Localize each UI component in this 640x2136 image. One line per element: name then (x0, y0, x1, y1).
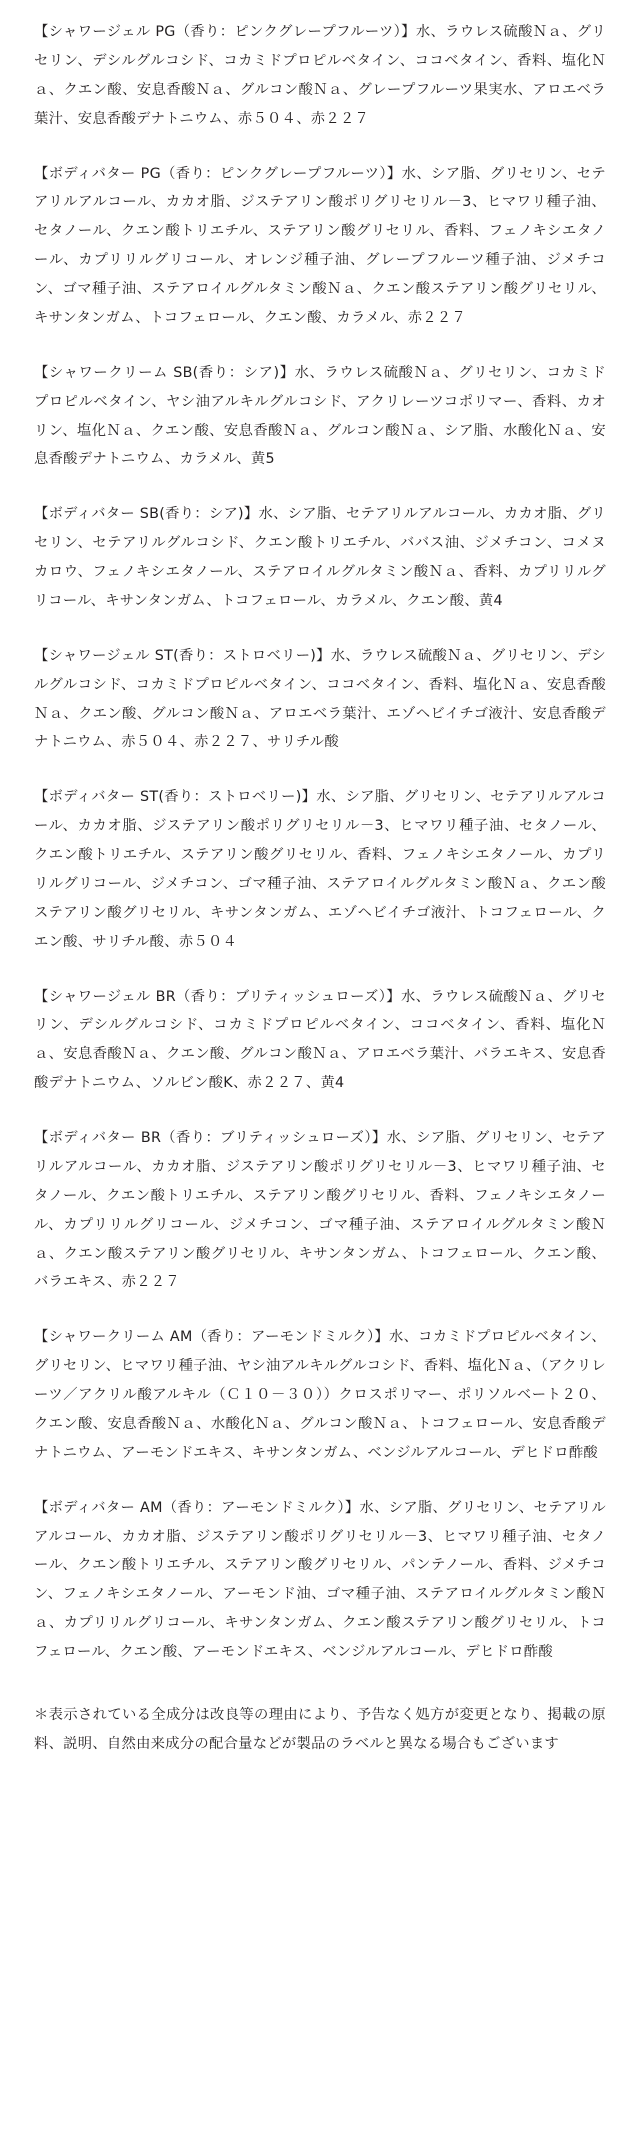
product-ingredients-paragraph: 【ボディバター BR（香り：ブリティッシュローズ）】水、シア脂、グリセリン、セテアリルアルコール、カカオ脂、ジステアリン酸ポリグリセリル－3、ヒマワリ種子油、セタノール、クエン酸トリエチル、ステアリン酸グリセリル、香料、フェノキシエタノール、カプリリルグリコール、ジメチコン、ゴマ種子油、ステアロイルグルタミン酸Ｎａ、クエン酸ステアリン酸グリセリル、キサンタンガム、トコフェロール、クエン酸、バラエキス、赤２２７ (34, 1130, 606, 1291)
product-ingredients-paragraph: 【ボディバター ST(香り：ストロベリー)】水、シア脂、グリセリン、セテアリルアルコール、カカオ脂、ジステアリン酸ポリグリセリル－3、ヒマワリ種子油、セタノール、クエン酸トリエチル、ステアリン酸グリセリル、香料、フェノキシエタノール、カプリリルグリコール、ジメチコン、ゴマ種子油、ステアロイルグルタミン酸Ｎａ、クエン酸ステアリン酸グリセリル、キサンタンガム、エゾヘビイチゴ液汁、トコフェロール、クエン酸、サリチル酸、赤５０４ (34, 789, 606, 950)
disclaimer-note: ＊表示されている全成分は改良等の理由により、予告なく処方が変更となり、掲載の原料、説明、自然由来成分の配合量などが製品のラベルと異なる場合もございます (34, 1706, 606, 1752)
product-ingredients-paragraph: 【ボディバター PG（香り：ピンクグレープフルーツ）】水、シア脂、グリセリン、セテアリルアルコール、カカオ脂、ジステアリン酸ポリグリセリル－3、ヒマワリ種子油、セタノール、クエン酸トリエチル、ステアリン酸グリセリル、香料、フェノキシエタノール、カプリリルグリコール、オレンジ種子油、グレープフルーツ種子油、ジメチコン、ゴマ種子油、ステアロイルグルタミン酸Ｎａ、クエン酸ステアリン酸グリセリル、キサンタンガム、トコフェロール、クエン酸、カラメル、赤２２７ (34, 165, 606, 326)
product-ingredients-paragraph: 【ボディバター SB(香り：シア)】水、シア脂、セテアリルアルコール、カカオ脂、グリセリン、セテアリルグルコシド、クエン酸トリエチル、ババス油、ジメチコン、コメヌカロウ、フェノキシエタノール、ステアロイルグルタミン酸Ｎａ、香料、カプリリルグリコール、キサンタンガム、トコフェロール、カラメル、クエン酸、黄4 (34, 506, 606, 609)
product-ingredients-paragraph: 【シャワークリーム SB(香り：シア)】水、ラウレス硫酸Ｎａ、グリセリン、コカミドプロピルベタイン、ヤシ油アルキルグルコシド、アクリレーツコポリマー、香料、カオリン、塩化Ｎａ、クエン酸、安息香酸Ｎａ、グルコン酸Ｎａ、シア脂、水酸化Ｎａ、安息香酸デナトニウム、カラメル、黄5 (34, 364, 606, 468)
product-ingredients-paragraph: 【シャワージェル BR（香り：ブリティッシュローズ）】水、ラウレス硫酸Ｎａ、グリセリン、デシルグルコシド、コカミドプロピルベタイン、ココベタイン、香料、塩化Ｎａ、安息香酸Ｎａ、クエン酸、グルコン酸Ｎａ、アロエベラ葉汁、バラエキス、安息香酸デナトニウム、ソルビン酸K、赤２２７、黄4 (34, 988, 606, 1092)
product-ingredients-paragraph: 【シャワークリーム AM（香り：アーモンドミルク）】水、コカミドプロピルベタイン、グリセリン、ヒマワリ種子油、ヤシ油アルキルグルコシド、香料、塩化Ｎａ、（アクリレーツ／アクリル酸アルキル（Ｃ１０－３０））クロスポリマー、ポリソルベート２０、クエン酸、安息香酸Ｎａ、水酸化Ｎａ、グルコン酸Ｎａ、トコフェロール、安息香酸デナトニウム、アーモンドエキス、キサンタンガム、ベンジルアルコール、デヒドロ酢酸 (34, 1329, 606, 1461)
product-ingredients-paragraph: 【ボディバター AM（香り：アーモンドミルク）】水、シア脂、グリセリン、セテアリルアルコール、カカオ脂、ジステアリン酸ポリグリセリル－3、ヒマワリ種子油、セタノール、クエン酸トリエチル、ステアリン酸グリセリル、パンテノール、香料、ジメチコン、フェノキシエタノール、アーモンド油、ゴマ種子油、ステアロイルグルタミン酸Ｎａ、カプリリルグリコール、キサンタンガム、クエン酸ステアリン酸グリセリル、トコフェロール、クエン酸、アーモンドエキス、ベンジルアルコール、デヒドロ酢酸 (34, 1499, 606, 1660)
product-ingredients-paragraph: 【シャワージェル ST(香り：ストロベリー)】水、ラウレス硫酸Ｎａ、グリセリン、デシルグルコシド、コカミドプロピルベタイン、ココベタイン、香料、塩化Ｎａ、安息香酸Ｎａ、クエン酸、グルコン酸Ｎａ、アロエベラ葉汁、エゾヘビイチゴ液汁、安息香酸デナトニウム、赤５０４、赤２２７、サリチル酸 (34, 647, 606, 751)
product-ingredients-paragraph: 【シャワージェル PG（香り：ピンクグレープフルーツ）】水、ラウレス硫酸Ｎａ、グリセリン、デシルグルコシド、コカミドプロピルベタイン、ココベタイン、香料、塩化Ｎａ、クエン酸、安息香酸Ｎａ、グルコン酸Ｎａ、グレープフルーツ果実水、アロエベラ葉汁、安息香酸デナトニウム、赤５０４、赤２２７ (34, 24, 606, 127)
